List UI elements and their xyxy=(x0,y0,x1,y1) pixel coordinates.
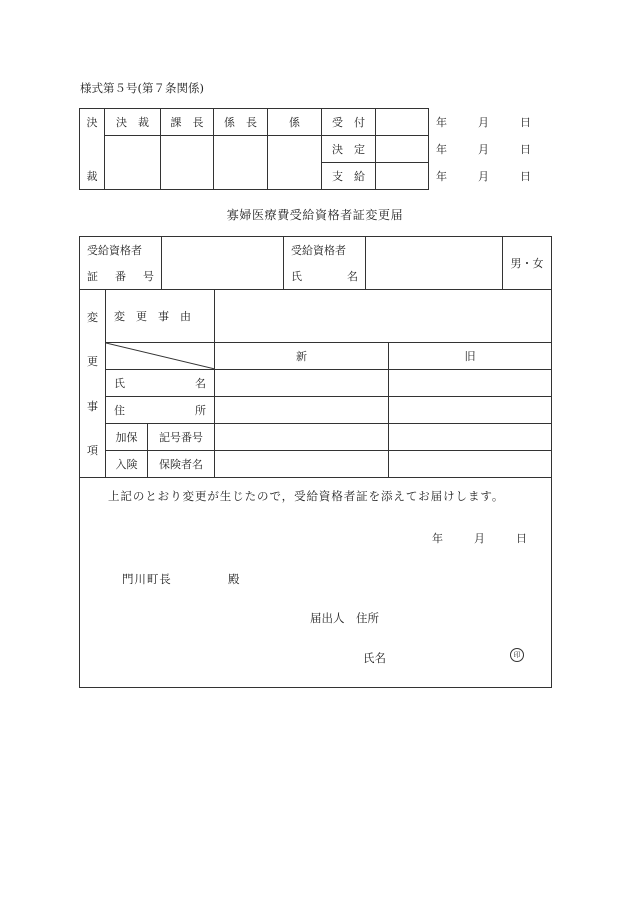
declaration-month: 月 xyxy=(474,532,485,545)
new-symbol-number-field[interactable] xyxy=(215,424,389,451)
name-row-label: 氏 名 xyxy=(106,370,215,397)
approval-side-bottom: 裁 xyxy=(86,170,98,183)
row-label-uketsuke: 受 付 xyxy=(322,109,376,136)
recipient-info-table xyxy=(79,236,552,290)
stamp-kessai: 決 裁 xyxy=(105,109,161,136)
seal-icon: 印 xyxy=(510,648,524,662)
new-column-header: 新 xyxy=(215,343,389,370)
new-address-field[interactable] xyxy=(215,397,389,424)
recipient-name-label: 受給資格者 氏 名 xyxy=(284,237,366,290)
old-insurer-name-field[interactable] xyxy=(389,451,552,478)
date-kettei[interactable]: 年 月 日 xyxy=(376,136,429,163)
declaration-year: 年 xyxy=(432,532,443,545)
approval-side-label xyxy=(80,109,105,190)
old-address-field[interactable] xyxy=(389,397,552,424)
old-column-header: 旧 xyxy=(389,343,552,370)
row-label-kettei: 決 定 xyxy=(322,136,376,163)
date-uketsuke[interactable]: 年 月 日 xyxy=(376,109,429,136)
addressee: 門川町長 xyxy=(122,572,172,586)
honorific: 殿 xyxy=(228,572,240,586)
stamp-box-kacho[interactable] xyxy=(161,136,214,190)
declaration-box xyxy=(79,478,552,688)
stamp-box-kakaricho[interactable] xyxy=(214,136,268,190)
cert-number-field[interactable] xyxy=(162,237,284,290)
change-side-label: 変 更 事 項 xyxy=(80,290,106,478)
new-name-field[interactable] xyxy=(215,370,389,397)
old-symbol-number-field[interactable] xyxy=(389,424,552,451)
new-insurer-name-field[interactable] xyxy=(215,451,389,478)
form-title: 寡婦医療費受給資格者証変更届 xyxy=(226,208,404,222)
change-reason-label: 変 更 事 由 xyxy=(106,290,215,343)
approval-table xyxy=(79,108,552,190)
change-table xyxy=(79,289,552,478)
row-label-shikyu: 支 給 xyxy=(322,163,376,190)
stamp-box-kessai[interactable] xyxy=(105,136,161,190)
applicant-name-label: 氏名 xyxy=(363,651,386,665)
address-row-label: 住 所 xyxy=(106,397,215,424)
form-number: 様式第５号(第７条関係) xyxy=(80,81,204,95)
stamp-kacho: 課 長 xyxy=(161,109,214,136)
insurer-name-label: 保険者名 xyxy=(148,451,215,478)
recipient-name-field[interactable] xyxy=(366,237,503,290)
change-reason-field[interactable] xyxy=(215,290,552,343)
cert-number-label: 受給資格者 証 番 号 xyxy=(80,237,162,290)
insurance-label-bottom: 入険 xyxy=(106,451,148,478)
insurance-label-top: 加保 xyxy=(106,424,148,451)
stamp-box-kakari[interactable] xyxy=(268,136,322,190)
applicant-address-label: 届出人 住所 xyxy=(310,611,379,625)
symbol-number-label: 記号番号 xyxy=(148,424,215,451)
diagonal-header-cell xyxy=(106,343,215,370)
gender-select[interactable]: 男・女 xyxy=(503,237,552,290)
stamp-kakari: 係 xyxy=(268,109,322,136)
stamp-kakaricho: 係 長 xyxy=(214,109,268,136)
diagonal-line xyxy=(106,343,215,369)
declaration-text: 上記のとおり変更が生じたので，受給資格者証を添えてお届けします。 xyxy=(108,489,505,503)
old-name-field[interactable] xyxy=(389,370,552,397)
approval-side-top: 決 xyxy=(86,116,98,129)
date-shikyu[interactable]: 年 月 日 xyxy=(376,163,429,190)
declaration-day: 日 xyxy=(516,532,527,545)
